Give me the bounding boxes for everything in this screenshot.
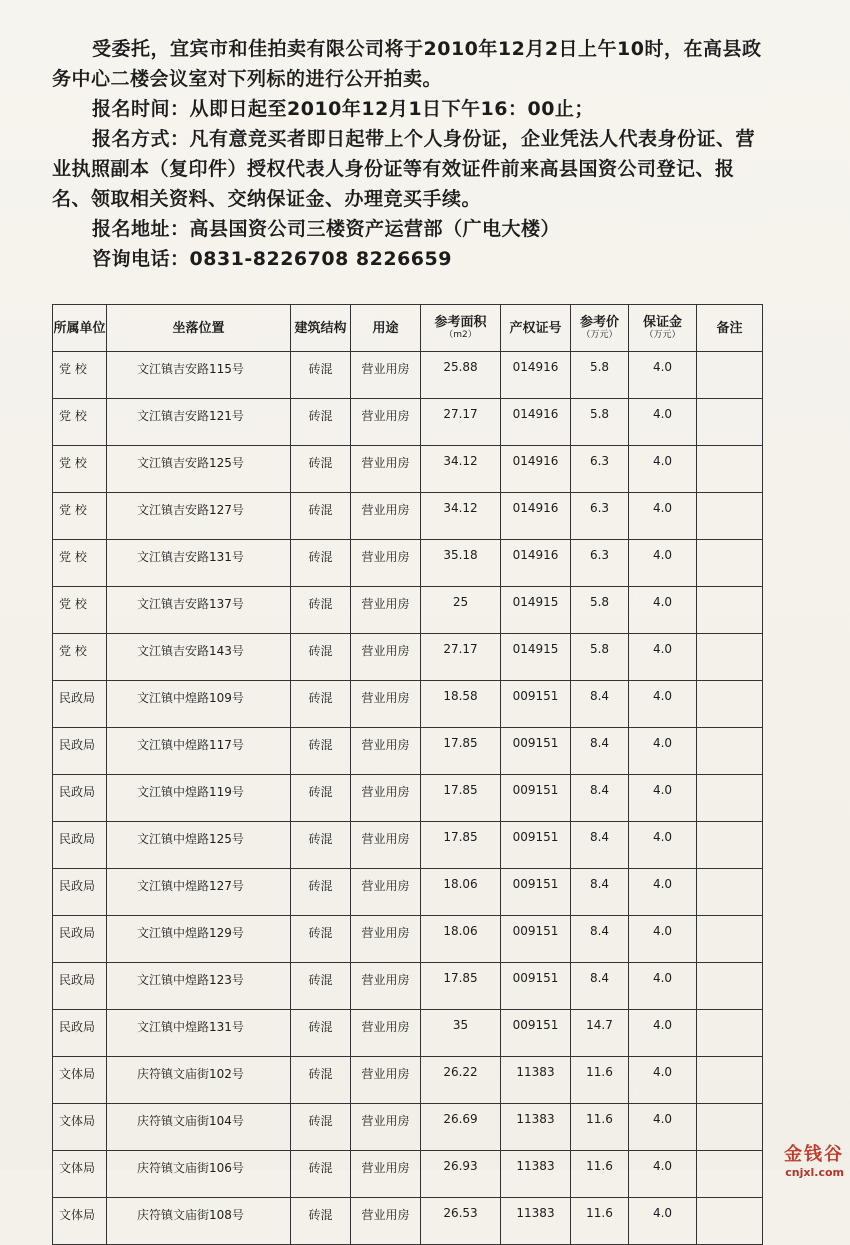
header-col-area xyxy=(421,305,501,352)
cell-col-remark xyxy=(697,634,763,681)
cell-col-unit: 党 校 xyxy=(53,493,107,540)
header-col-deposit xyxy=(629,305,697,352)
cell-col-price: 5.8 xyxy=(571,587,629,634)
header-label: 所属单位 xyxy=(53,320,106,336)
cell-col-location: 文江镇吉安路143号 xyxy=(107,634,291,681)
cell-col-remark xyxy=(697,775,763,822)
cell-col-deposit: 4.0 xyxy=(629,352,697,399)
cell-col-deposit: 4.0 xyxy=(629,681,697,728)
table-row xyxy=(53,869,763,916)
cell-col-structure: 砖混 xyxy=(291,681,351,728)
cell-col-structure: 砖混 xyxy=(291,869,351,916)
cell-col-deposit: 4.0 xyxy=(629,446,697,493)
cell-col-use: 营业用房 xyxy=(351,540,421,587)
cell-col-use: 营业用房 xyxy=(351,963,421,1010)
cell-col-cert: 11383 xyxy=(501,1057,571,1104)
cell-col-price: 8.4 xyxy=(571,963,629,1010)
cell-col-cert: 014916 xyxy=(501,446,571,493)
watermark-logo: 金钱谷 xyxy=(784,1144,844,1165)
cell-col-use: 营业用房 xyxy=(351,634,421,681)
cell-col-cert: 014915 xyxy=(501,634,571,681)
cell-col-cert: 014916 xyxy=(501,352,571,399)
cell-col-unit: 民政局 xyxy=(53,728,107,775)
cell-col-unit: 文体局 xyxy=(53,1151,107,1198)
cell-col-area: 26.22 xyxy=(421,1057,501,1104)
cell-col-remark xyxy=(697,587,763,634)
table-row xyxy=(53,963,763,1010)
cell-col-location: 文江镇中煌路119号 xyxy=(107,775,291,822)
cell-col-use: 营业用房 xyxy=(351,352,421,399)
header-col-structure xyxy=(291,305,351,352)
cell-col-remark xyxy=(697,493,763,540)
cell-col-structure: 砖混 xyxy=(291,1198,351,1245)
cell-col-cert: 009151 xyxy=(501,775,571,822)
cell-col-remark xyxy=(697,1010,763,1057)
table-row xyxy=(53,916,763,963)
cell-col-structure: 砖混 xyxy=(291,399,351,446)
cell-col-deposit: 4.0 xyxy=(629,963,697,1010)
cell-col-structure: 砖混 xyxy=(291,352,351,399)
cell-col-cert: 009151 xyxy=(501,728,571,775)
cell-col-price: 6.3 xyxy=(571,540,629,587)
notice-intro: 受委托，宜宾市和佳拍卖有限公司将于2010年12月2日上午10时，在高县政务中心二楼会议室对下列标的进行公开拍卖。 xyxy=(52,38,762,90)
cell-col-unit: 党 校 xyxy=(53,446,107,493)
cell-col-deposit: 4.0 xyxy=(629,1151,697,1198)
cell-col-area: 35 xyxy=(421,1010,501,1057)
property-table xyxy=(52,304,763,1245)
cell-col-price: 6.3 xyxy=(571,446,629,493)
cell-col-area: 26.69 xyxy=(421,1104,501,1151)
cell-col-unit: 民政局 xyxy=(53,963,107,1010)
cell-col-location: 庆符镇文庙街104号 xyxy=(107,1104,291,1151)
cell-col-unit: 文体局 xyxy=(53,1104,107,1151)
cell-col-remark xyxy=(697,540,763,587)
table-row xyxy=(53,399,763,446)
cell-col-area: 17.85 xyxy=(421,963,501,1010)
cell-col-price: 8.4 xyxy=(571,775,629,822)
header-col-remark xyxy=(697,305,763,352)
cell-col-structure: 砖混 xyxy=(291,775,351,822)
header-label: 产权证号 xyxy=(509,320,562,336)
header-label: 保证金 xyxy=(642,315,682,330)
cell-col-unit: 民政局 xyxy=(53,681,107,728)
cell-col-unit: 民政局 xyxy=(53,822,107,869)
header-label: 参考价 xyxy=(579,315,619,330)
cell-col-remark xyxy=(697,822,763,869)
cell-col-structure: 砖混 xyxy=(291,1010,351,1057)
table-row xyxy=(53,1104,763,1151)
cell-col-location: 文江镇吉安路115号 xyxy=(107,352,291,399)
cell-col-cert: 009151 xyxy=(501,869,571,916)
table-row xyxy=(53,493,763,540)
cell-col-price: 8.4 xyxy=(571,822,629,869)
header-label: 坐落位置 xyxy=(172,320,225,336)
header-label: 用途 xyxy=(372,320,399,336)
cell-col-area: 25 xyxy=(421,587,501,634)
cell-col-unit: 文体局 xyxy=(53,1198,107,1245)
header-col-price xyxy=(571,305,629,352)
table-row xyxy=(53,1057,763,1104)
cell-col-deposit: 4.0 xyxy=(629,728,697,775)
cell-col-price: 11.6 xyxy=(571,1151,629,1198)
cell-col-cert: 014915 xyxy=(501,587,571,634)
cell-col-cert: 014916 xyxy=(501,399,571,446)
site-watermark xyxy=(754,1140,844,1179)
cell-col-unit: 文体局 xyxy=(53,1057,107,1104)
table-row xyxy=(53,352,763,399)
header-col-unit xyxy=(53,305,107,352)
cell-col-area: 18.58 xyxy=(421,681,501,728)
table-row xyxy=(53,540,763,587)
cell-col-price: 8.4 xyxy=(571,869,629,916)
cell-col-remark xyxy=(697,1057,763,1104)
cell-col-deposit: 4.0 xyxy=(629,822,697,869)
cell-col-area: 17.85 xyxy=(421,728,501,775)
table-body xyxy=(53,352,763,1245)
cell-col-location: 文江镇中煌路129号 xyxy=(107,916,291,963)
cell-col-structure: 砖混 xyxy=(291,493,351,540)
cell-col-use: 营业用房 xyxy=(351,1151,421,1198)
cell-col-deposit: 4.0 xyxy=(629,775,697,822)
cell-col-location: 文江镇吉安路127号 xyxy=(107,493,291,540)
cell-col-cert: 11383 xyxy=(501,1198,571,1245)
cell-col-location: 文江镇中煌路117号 xyxy=(107,728,291,775)
cell-col-unit: 党 校 xyxy=(53,540,107,587)
cell-col-deposit: 4.0 xyxy=(629,916,697,963)
cell-col-structure: 砖混 xyxy=(291,728,351,775)
cell-col-cert: 11383 xyxy=(501,1151,571,1198)
cell-col-structure: 砖混 xyxy=(291,634,351,681)
cell-col-structure: 砖混 xyxy=(291,587,351,634)
cell-col-unit: 民政局 xyxy=(53,916,107,963)
cell-col-remark xyxy=(697,399,763,446)
cell-col-cert: 009151 xyxy=(501,1010,571,1057)
cell-col-area: 25.88 xyxy=(421,352,501,399)
cell-col-use: 营业用房 xyxy=(351,587,421,634)
cell-col-remark xyxy=(697,1151,763,1198)
cell-col-deposit: 4.0 xyxy=(629,493,697,540)
cell-col-deposit: 4.0 xyxy=(629,1198,697,1245)
cell-col-unit: 党 校 xyxy=(53,352,107,399)
header-label: 建筑结构 xyxy=(294,320,347,336)
cell-col-price: 11.6 xyxy=(571,1057,629,1104)
cell-col-price: 5.8 xyxy=(571,352,629,399)
cell-col-use: 营业用房 xyxy=(351,822,421,869)
cell-col-unit: 党 校 xyxy=(53,587,107,634)
header-col-use xyxy=(351,305,421,352)
table-row xyxy=(53,728,763,775)
table-row xyxy=(53,681,763,728)
cell-col-remark xyxy=(697,916,763,963)
header-unit: （万元） xyxy=(581,330,618,340)
header-col-cert xyxy=(501,305,571,352)
cell-col-cert: 009151 xyxy=(501,822,571,869)
notice-registration-method: 报名方式：凡有意竞买者即日起带上个人身份证，企业凭法人代表身份证、营业执照副本（复印件）授权代表人身份证等有效证件前来高县国资公司登记、报名、领取相关资料、交纳保证金、办理竞买手续。 xyxy=(52,128,756,210)
cell-col-remark xyxy=(697,352,763,399)
header-label: 参考面积 xyxy=(434,315,487,330)
cell-col-use: 营业用房 xyxy=(351,493,421,540)
table-row xyxy=(53,775,763,822)
header-unit: （万元） xyxy=(644,330,681,340)
cell-col-deposit: 4.0 xyxy=(629,634,697,681)
cell-col-location: 文江镇吉安路121号 xyxy=(107,399,291,446)
table-row xyxy=(53,1010,763,1057)
table-header-row xyxy=(53,305,763,352)
cell-col-area: 18.06 xyxy=(421,869,501,916)
table-row xyxy=(53,634,763,681)
cell-col-area: 17.85 xyxy=(421,775,501,822)
cell-col-area: 27.17 xyxy=(421,399,501,446)
cell-col-use: 营业用房 xyxy=(351,869,421,916)
cell-col-area: 18.06 xyxy=(421,916,501,963)
cell-col-cert: 009151 xyxy=(501,916,571,963)
cell-col-price: 11.6 xyxy=(571,1198,629,1245)
cell-col-area: 17.85 xyxy=(421,822,501,869)
cell-col-price: 5.8 xyxy=(571,634,629,681)
cell-col-structure: 砖混 xyxy=(291,1151,351,1198)
cell-col-remark xyxy=(697,681,763,728)
cell-col-remark xyxy=(697,963,763,1010)
cell-col-cert: 009151 xyxy=(501,963,571,1010)
cell-col-location: 文江镇中煌路109号 xyxy=(107,681,291,728)
cell-col-unit: 党 校 xyxy=(53,399,107,446)
notice-phone: 咨询电话：0831-8226708 8226659 xyxy=(92,248,452,270)
cell-col-use: 营业用房 xyxy=(351,1104,421,1151)
cell-col-area: 35.18 xyxy=(421,540,501,587)
cell-col-price: 11.6 xyxy=(571,1104,629,1151)
cell-col-remark xyxy=(697,1198,763,1245)
cell-col-unit: 民政局 xyxy=(53,869,107,916)
header-label: 备注 xyxy=(716,320,743,336)
cell-col-remark xyxy=(697,869,763,916)
cell-col-deposit: 4.0 xyxy=(629,1010,697,1057)
cell-col-cert: 014916 xyxy=(501,493,571,540)
cell-col-structure: 砖混 xyxy=(291,916,351,963)
cell-col-cert: 009151 xyxy=(501,681,571,728)
cell-col-structure: 砖混 xyxy=(291,540,351,587)
header-col-location xyxy=(107,305,291,352)
watermark-site: cnjxl.com xyxy=(785,1166,844,1179)
cell-col-cert: 014916 xyxy=(501,540,571,587)
cell-col-unit: 民政局 xyxy=(53,1010,107,1057)
cell-col-use: 营业用房 xyxy=(351,399,421,446)
cell-col-area: 34.12 xyxy=(421,446,501,493)
cell-col-deposit: 4.0 xyxy=(629,399,697,446)
cell-col-use: 营业用房 xyxy=(351,1010,421,1057)
cell-col-deposit: 4.0 xyxy=(629,540,697,587)
cell-col-price: 6.3 xyxy=(571,493,629,540)
cell-col-use: 营业用房 xyxy=(351,446,421,493)
cell-col-unit: 民政局 xyxy=(53,775,107,822)
cell-col-area: 27.17 xyxy=(421,634,501,681)
cell-col-structure: 砖混 xyxy=(291,446,351,493)
cell-col-area: 34.12 xyxy=(421,493,501,540)
header-unit: （m2） xyxy=(444,330,477,340)
cell-col-area: 26.53 xyxy=(421,1198,501,1245)
cell-col-location: 庆符镇文庙街102号 xyxy=(107,1057,291,1104)
cell-col-deposit: 4.0 xyxy=(629,869,697,916)
cell-col-structure: 砖混 xyxy=(291,1057,351,1104)
cell-col-price: 8.4 xyxy=(571,728,629,775)
cell-col-remark xyxy=(697,446,763,493)
table-row xyxy=(53,822,763,869)
cell-col-location: 文江镇中煌路131号 xyxy=(107,1010,291,1057)
cell-col-location: 文江镇吉安路137号 xyxy=(107,587,291,634)
cell-col-use: 营业用房 xyxy=(351,775,421,822)
cell-col-unit: 党 校 xyxy=(53,634,107,681)
cell-col-use: 营业用房 xyxy=(351,1057,421,1104)
cell-col-use: 营业用房 xyxy=(351,681,421,728)
cell-col-location: 文江镇中煌路123号 xyxy=(107,963,291,1010)
cell-col-location: 文江镇吉安路125号 xyxy=(107,446,291,493)
cell-col-structure: 砖混 xyxy=(291,963,351,1010)
cell-col-location: 文江镇吉安路131号 xyxy=(107,540,291,587)
cell-col-deposit: 4.0 xyxy=(629,1104,697,1151)
cell-col-area: 26.93 xyxy=(421,1151,501,1198)
cell-col-remark xyxy=(697,1104,763,1151)
table-row xyxy=(53,1198,763,1245)
cell-col-price: 14.7 xyxy=(571,1010,629,1057)
cell-col-structure: 砖混 xyxy=(291,822,351,869)
cell-col-deposit: 4.0 xyxy=(629,1057,697,1104)
cell-col-location: 庆符镇文庙街108号 xyxy=(107,1198,291,1245)
table-row xyxy=(53,587,763,634)
cell-col-deposit: 4.0 xyxy=(629,587,697,634)
notice-registration-address: 报名地址：高县国资公司三楼资产运营部（广电大楼） xyxy=(92,218,561,240)
cell-col-use: 营业用房 xyxy=(351,1198,421,1245)
cell-col-price: 5.8 xyxy=(571,399,629,446)
cell-col-structure: 砖混 xyxy=(291,1104,351,1151)
cell-col-use: 营业用房 xyxy=(351,728,421,775)
cell-col-location: 文江镇中煌路127号 xyxy=(107,869,291,916)
cell-col-use: 营业用房 xyxy=(351,916,421,963)
cell-col-location: 庆符镇文庙街106号 xyxy=(107,1151,291,1198)
cell-col-location: 文江镇中煌路125号 xyxy=(107,822,291,869)
auction-notice xyxy=(52,34,772,274)
cell-col-price: 8.4 xyxy=(571,916,629,963)
cell-col-cert: 11383 xyxy=(501,1104,571,1151)
table-row xyxy=(53,446,763,493)
cell-col-price: 8.4 xyxy=(571,681,629,728)
notice-registration-time: 报名时间：从即日起至2010年12月1日下午16：00止； xyxy=(92,98,594,120)
table-row xyxy=(53,1151,763,1198)
cell-col-remark xyxy=(697,728,763,775)
